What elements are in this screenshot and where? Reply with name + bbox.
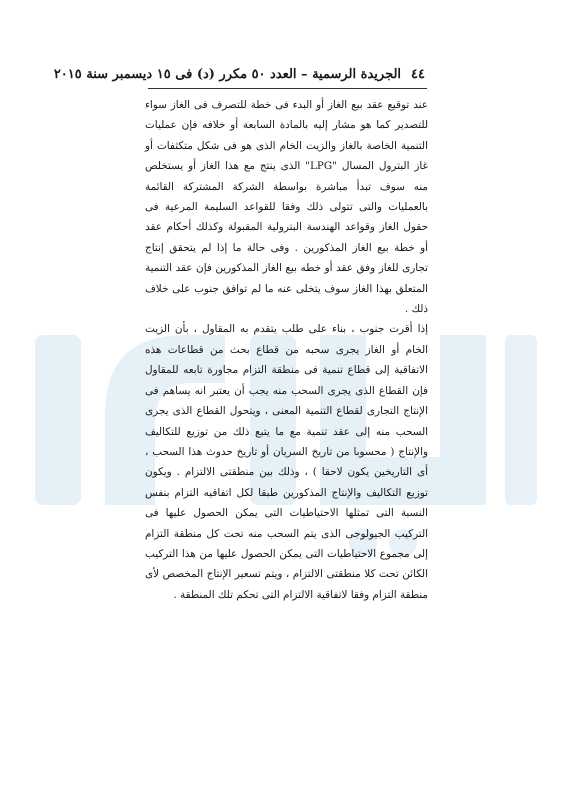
paragraph: عند توقيع عقد بيع الغاز أو البدء فى خطة للتصرف فى الغاز سواء للتصدير كما هو مشار إليه بالمادة السابعة أو خلافه فإن عمليات التنمية الخاصة بالغاز والزيت الخام الذى هو فى شكل متكثفات أو غاز البترول المسال "LPG" الذى ينتج مع هذا الغاز أو يستخلص منه سوف تبدأ مباشرة بواسطة الشركة المشتركة القائمة بالعمليات والتى تتولى ذلك وفقا للقواعد السليمة المرعية فى حقول الغاز وقواعد الهندسة البترولية المقبولة وكذلك أحكام عقد أو خطة بيع الغاز المذكورين . وفى حالة ما إذا لم يتحقق إنتاج تجارى للغاز وفق عقد أو خطه بيع الغاز المذكورين فإن عقد التنمية المتعلق بهذا الغاز سوف يتخلى عنه ما لم توافق جنوب على خلاف ذلك .: [145, 99, 428, 316]
page-number: ٤٤: [411, 66, 425, 82]
page-header: [53, 63, 425, 85]
document-body: [145, 95, 428, 605]
header-divider: [148, 88, 427, 89]
header-title: الجريدة الرسمية – العدد ٥٠ مكرر (د) فى ١٥ ديسمبر سنة ٢٠١٥: [53, 66, 402, 82]
paragraph: إذا أقرت جنوب ، بناء على طلب يتقدم به المقاول ، بأن الزيت الخام أو الغاز يجرى سحبه من قطاع بحث من قطاعات هذه الاتفاقية إلى قطاع تنمية فى منطقة التزام مجاورة تابعه للمقاول فإن القطاع الذى يجرى السحب منه يجب أن يعتبر انه يساهم فى الإنتاج التجارى لقطاع التنمية المعنى ، ويتحول القطاع الذى يجرى السحب منه إلى عقد تنمية مع ما يتبع ذلك من توزيع للتكاليف والإنتاج ( محسوبا من تاريخ السريان أو تاريخ حدوث هذا السحب ، أى التاريخين يكون لاحقا ) ، وذلك بين منطقتى الالتزام . ويكون توزيع التكاليف والإنتاج المذكورين طبقا لكل اتفاقيه التزام بنفس النسبة التى تمثلها الاحتياطيات التى يمكن الحصول عليها فى التركيب الجيولوجى الذى يتم السحب منه تحت كل منطقة التزام إلى مجموع الاحتياطيات التى يمكن الحصول عليها من هذا التركيب الكائن تحت كلا منطقتى الالتزام ، ويتم تسعير الإنتاج المخصص لأى منطقة التزام وفقا لاتفاقية الالتزام التى تحكم تلك المنطقة .: [145, 323, 428, 601]
